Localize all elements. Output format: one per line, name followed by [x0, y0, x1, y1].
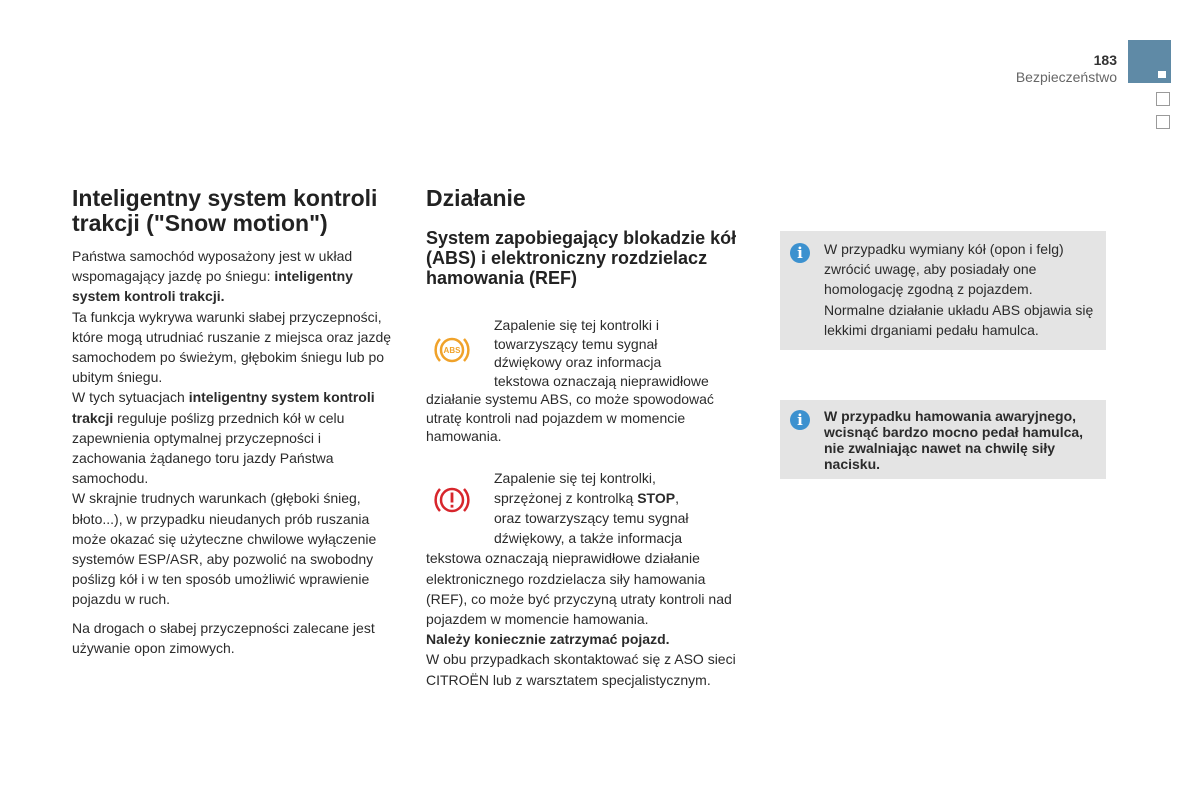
section-name: Bezpieczeństwo	[1015, 69, 1117, 85]
abs-warning-icon	[432, 330, 472, 370]
stop-vehicle-notice: Należy koniecznie zatrzymać pojazd.	[426, 631, 670, 648]
snow-motion-title: Inteligentny system kontroli trakcji ("Snow motion")	[72, 185, 378, 236]
info-box-wheels	[780, 231, 1106, 350]
abs-warning-block	[426, 316, 750, 446]
brake-warning-icon	[432, 480, 472, 520]
info-emergency-text: W przypadku hamowania awaryjnego, wcisnąć bardzo mocno pedał hamulca, nie zwalniając nawet na chwilę siły nacisku.	[824, 408, 1084, 472]
operation-title: Działanie	[426, 185, 526, 211]
column-operation	[426, 186, 750, 690]
ref-warning-block	[426, 468, 750, 690]
ref-warning-text: tekstowa oznaczają nieprawidłowe działanie elektronicznego rozdzielacza siły hamowania (REF), co może być przyczyną utraty kontroli nad pojazdem w momencie hamowania. Należy koniecznie zatrzymać pojazd. W obu przypadkach skontaktować się z ASO sieci CITROËN lub z warsztatem specjalistycznym.	[426, 550, 736, 688]
column-snow-motion	[72, 186, 394, 658]
paragraph-winter-tyres: Na drogach o słabej przyczepności zalecane jest używanie opon zimowych.	[72, 619, 375, 656]
info-box-emergency-braking	[780, 400, 1106, 479]
info-icon: i	[790, 410, 810, 430]
abs-warning-text: działanie systemu ABS, co może spowodować utratę kontroli nad pojazdem w momencie hamowania.	[426, 391, 714, 444]
page-number: 183	[1093, 52, 1117, 68]
info-wheels-text: W przypadku wymiany kół (opon i felg) zwrócić uwagę, aby posiadały one homologację zgodną z pojazdem. Normalne działanie układu ABS objawia się lekkimi drganiami pedału hamulca.	[824, 241, 1094, 338]
chapter-box-2	[1156, 115, 1170, 129]
chapter-box-1	[1156, 92, 1170, 106]
ref-warning-text-lines: Zapalenie się tej kontrolki, sprzężonej z kontrolką STOP, oraz towarzyszący temu sygnał dźwiękowy, a także informacja	[494, 469, 689, 547]
abs-warning-text-lines: Zapalenie się tej kontrolki i towarzyszący temu sygnał dźwiękowy oraz informacja tekstowa oznaczają nieprawidłowe	[494, 317, 709, 389]
svg-text:ABS: ABS	[443, 346, 461, 355]
info-icon: i	[790, 243, 810, 263]
chapter-tab	[1128, 40, 1171, 83]
chapter-tab-marker	[1158, 71, 1166, 78]
abs-ref-subtitle: System zapobiegający blokadzie kół (ABS) i elektroniczny rozdzielacz hamowania (REF)	[426, 228, 737, 288]
paragraph-intro: Państwa samochód wyposażony jest w układ wspomagający jazdę po śniegu: inteligentny system kontroli trakcji. Ta funkcja wykrywa warunki słabej przyczepności, które mogą utrudniać ruszanie z miejsca oraz jazdę samochodem po świeżym, głębokim śniegu lub po ubitym śniegu. W tych sytuacjach inteligentny system kontroli trakcji reguluje poślizg przednich kół w celu zapewnienia optymalnej przyczepności i zachowania żądanego toru jazdy Państwa samochodu. W skrajnie trudnych warunkach (głęboki śnieg, błoto...), w przypadku nieudanych prób ruszania może okazać się użyteczne chwilowe wyłączenie systemów ESP/ASR, aby pozwolić na swobodny poślizg kół i w ten sposób umożliwić wprawienie pojazdu w ruch.	[72, 248, 392, 608]
